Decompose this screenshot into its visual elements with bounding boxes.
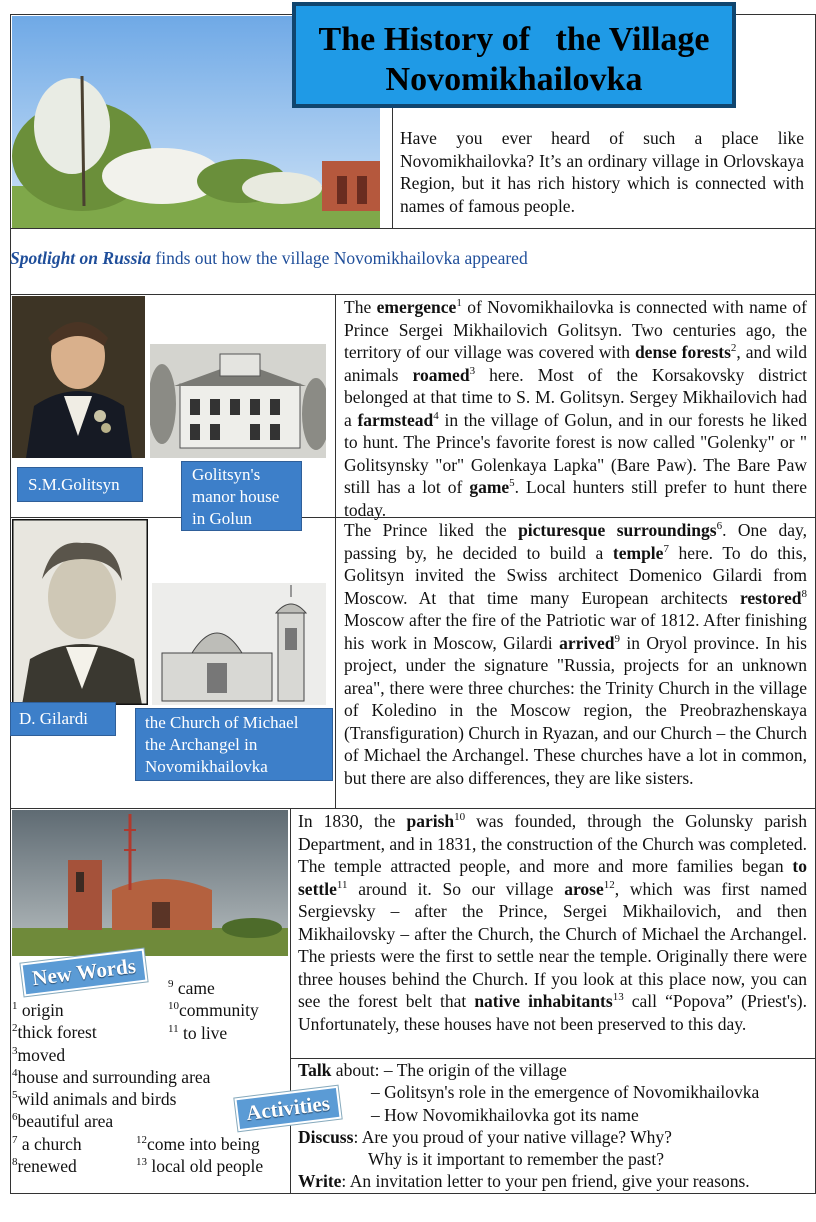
- list-item: $^7$ a church: [12, 1133, 82, 1154]
- intro-paragraph: Have you ever heard of such a place like Novomikhailovka? It’s an ordinary village in Orlovskaya Region, but it has rich history which is connected with names of famous people.: [400, 128, 804, 216]
- write-line: Write: An invitation letter to your pen friend, give your reasons.: [298, 1171, 750, 1192]
- page-title: [292, 2, 736, 108]
- spotlight-text: finds out how the village Novomikhailovka appeared: [151, 248, 528, 268]
- list-item: $^{12}$come into being: [136, 1134, 260, 1154]
- divider: [335, 294, 336, 808]
- vocab-parish: parish: [406, 811, 455, 831]
- golitsyn-portrait: [12, 296, 145, 458]
- vocab-picturesque-surroundings: picturesque surroundings: [518, 520, 717, 540]
- gilardi-portrait: [12, 519, 148, 705]
- vocab-arrived: arrived: [559, 632, 615, 653]
- vocab-farmstead: farmstead: [357, 409, 434, 430]
- vocab-restored: restored: [739, 587, 802, 608]
- discuss-line: Why is it important to remember the past?: [368, 1149, 664, 1170]
- vocab-to-settle: to settle: [298, 856, 807, 899]
- list-item: $^6$beautiful area: [12, 1111, 114, 1132]
- vocab-dense-forests: dense forests: [634, 342, 731, 362]
- list-item: $^3$moved: [12, 1044, 66, 1065]
- title-line-2: Novomikhailovka: [385, 61, 643, 98]
- vocab-roamed: roamed: [412, 364, 470, 385]
- list-item: $^4$house and surrounding area: [12, 1066, 211, 1087]
- section-3-text: In 1830, the parish$^{10}$ was founded, through the Golunsky parish Department, and in 1831, the construction of the Church was completed. The temple attracted people, and more and more families began to settle$^{11}$ around it. So our village arose$^{12}$, which was first named Sergievsky – after the Prince, Sergei Mikhailovich, and then Mikhailovsky – after the Church, the Church of Michael the Archangel. The priests were the first to settle near the temple. Originally there were three houses behind the Church. If you look at this place now, you can see the forest belt that native inhabitants$^{13}$ call “Popova” (Priest's). Unfortunately, these houses have not been preserved to this day.: [298, 811, 808, 1034]
- church-ruins-photo: [12, 810, 288, 956]
- section-1-text: The emergence$^1$ of Novomikhailovka is connected with name of Prince Sergei Mikhailovich Golitsyn. Two centuries ago, the territory of our village was covered with dense forests$^2$, and wild animals roamed$^3$ here. Most of the Korsakovsky district belonged at that time to S. M. Golitsyn. Sergey Mikhailovich had a farmstead$^4$ in the village of Golun, and in our forests he liked to hunt. The Prince's favorite forest is now called "Golenky" or " Golitsynsky "or" Golenkaya Lapka" (Bare Paw). The Bare Paw still has a lot of game$^5$. Local hunters still prefer to hunt there today.: [344, 297, 807, 520]
- list-item: $^{10}$community: [168, 1000, 259, 1021]
- vocab-emergence: emergence: [376, 297, 457, 317]
- talk-line: – How Novomikhailovka got its name: [371, 1104, 639, 1125]
- list-item: $^1$ origin: [12, 1000, 64, 1020]
- divider: [10, 808, 816, 809]
- caption-manor: Golitsyn's manor house in Golun: [181, 461, 302, 531]
- vocab-arose: arose: [564, 878, 604, 899]
- talk-line: – Golitsyn's role in the emergence of Novomikhailovka: [371, 1082, 760, 1103]
- new-words-badge: New Words: [20, 949, 147, 997]
- list-item: $^{11}$ to live: [168, 1022, 228, 1043]
- list-item: $^2$thick forest: [12, 1022, 97, 1043]
- divider: [10, 228, 816, 229]
- caption-gilardi: D. Gilardi: [10, 702, 116, 736]
- new-words-list-bottom: [136, 1133, 288, 1178]
- manor-house-photo: [150, 344, 326, 458]
- discuss-line: Discuss: Are you proud of your native village? Why?: [298, 1126, 672, 1147]
- vocab-temple: temple: [612, 542, 664, 563]
- vocab-game: game: [469, 477, 510, 497]
- divider: [10, 294, 816, 295]
- list-item: $^9$ came: [168, 978, 215, 998]
- activities-text: [298, 1059, 808, 1193]
- divider: [392, 108, 393, 228]
- vocab-native-inhabitants: native inhabitants: [474, 991, 613, 1011]
- spotlight-line: [10, 248, 528, 269]
- new-words-list-right: [168, 977, 288, 1044]
- list-item: $^5$wild animals and birds: [12, 1089, 177, 1110]
- caption-golitsyn: S.M.Golitsyn: [17, 467, 143, 502]
- church-drawing: [152, 583, 326, 705]
- section-2-text: The Prince liked the picturesque surroundings$^6$. One day, passing by, he decided to build a temple$^7$ here. To do this, Golitsyn invited the Swiss architect Domenico Gilardi from Moscow. At that time many European architects restored$^8$ Moscow after the fire of the Patriotic war of 1812. After finishing his work in Moscow, Gilardi arrived$^9$ in Oryol province. In his project, under the signature "Russia, projects for an unknown area", there were three churches: the Trinity Church in the village of Koledino in the Moscow region, the Preobrazhenskaya (Transfiguration) Church in Ryazan, and our Church – the Church of Michael the Archangel. These churches have a lot in common, but there are also differences, they are like sisters.: [344, 520, 807, 788]
- activities-badge: Activities: [234, 1086, 341, 1131]
- list-item: $^{13}$ local old people: [136, 1156, 264, 1177]
- list-item: $^8$renewed: [12, 1156, 77, 1177]
- caption-church: the Church of Michael the Archangel in Novomikhailovka: [135, 708, 333, 781]
- talk-line: Talk about: – The origin of the village: [298, 1060, 567, 1080]
- spotlight-brand: Spotlight on Russia: [10, 248, 152, 268]
- divider: [290, 808, 291, 1194]
- title-line-1: The History of the Village: [318, 21, 710, 58]
